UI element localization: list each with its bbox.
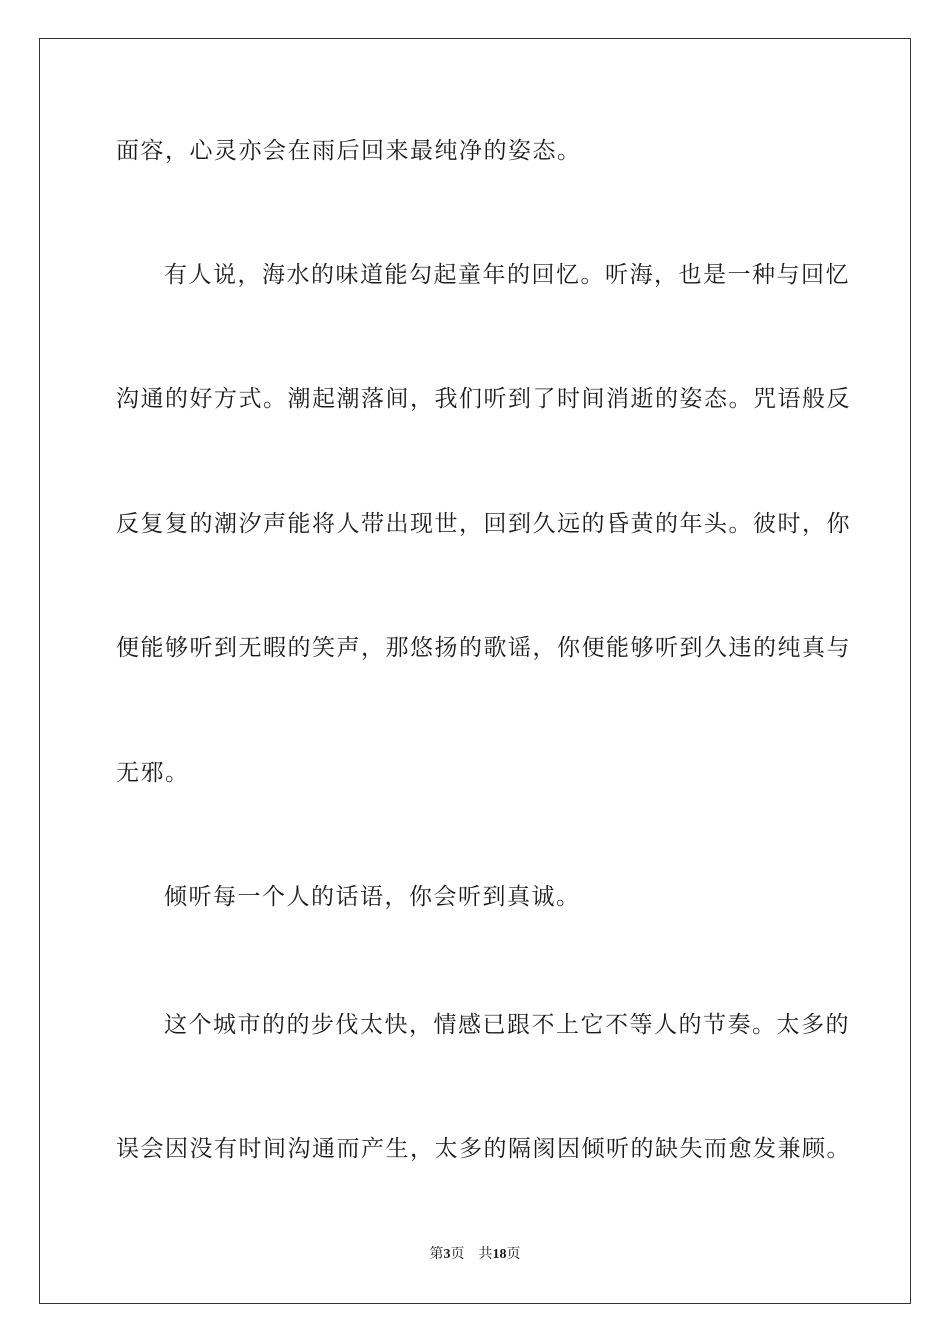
page-suffix: 页 — [450, 1247, 465, 1262]
paragraph-line: 误会因没有时间沟通而产生，太多的隔阂因倾听的缺失而愈发兼顾。 — [116, 1136, 851, 1162]
page-border — [39, 38, 911, 1304]
paragraph-line: 反复复的潮汐声能将人带出现世，回到久远的昏黄的年头。彼时，你 — [116, 511, 851, 537]
total-page-number: 18 — [492, 1247, 507, 1262]
paragraph-line: 倾听每一个人的话语，你会听到真诚。 — [164, 884, 581, 910]
paragraph-line: 这个城市的的步伐太快，情感已跟不上它不等人的节奏。太多的 — [164, 1012, 850, 1038]
total-prefix: 共 — [478, 1247, 493, 1262]
page-prefix: 第 — [429, 1247, 444, 1262]
current-page-number: 3 — [443, 1247, 451, 1262]
total-suffix: 页 — [506, 1247, 521, 1262]
paragraph-line: 有人说，海水的味道能勾起童年的回忆。听海，也是一种与回忆 — [164, 262, 850, 288]
paragraph-line: 面容，心灵亦会在雨后回来最纯净的姿态。 — [116, 138, 582, 164]
page-footer — [0, 1246, 950, 1264]
paragraph-line: 沟通的好方式。潮起潮落间，我们听到了时间消逝的姿态。咒语般反 — [116, 386, 851, 412]
paragraph-line: 便能够听到无暇的笑声，那悠扬的歌谣，你便能够听到久违的纯真与 — [116, 635, 851, 661]
paragraph-line: 无邪。 — [116, 760, 190, 786]
